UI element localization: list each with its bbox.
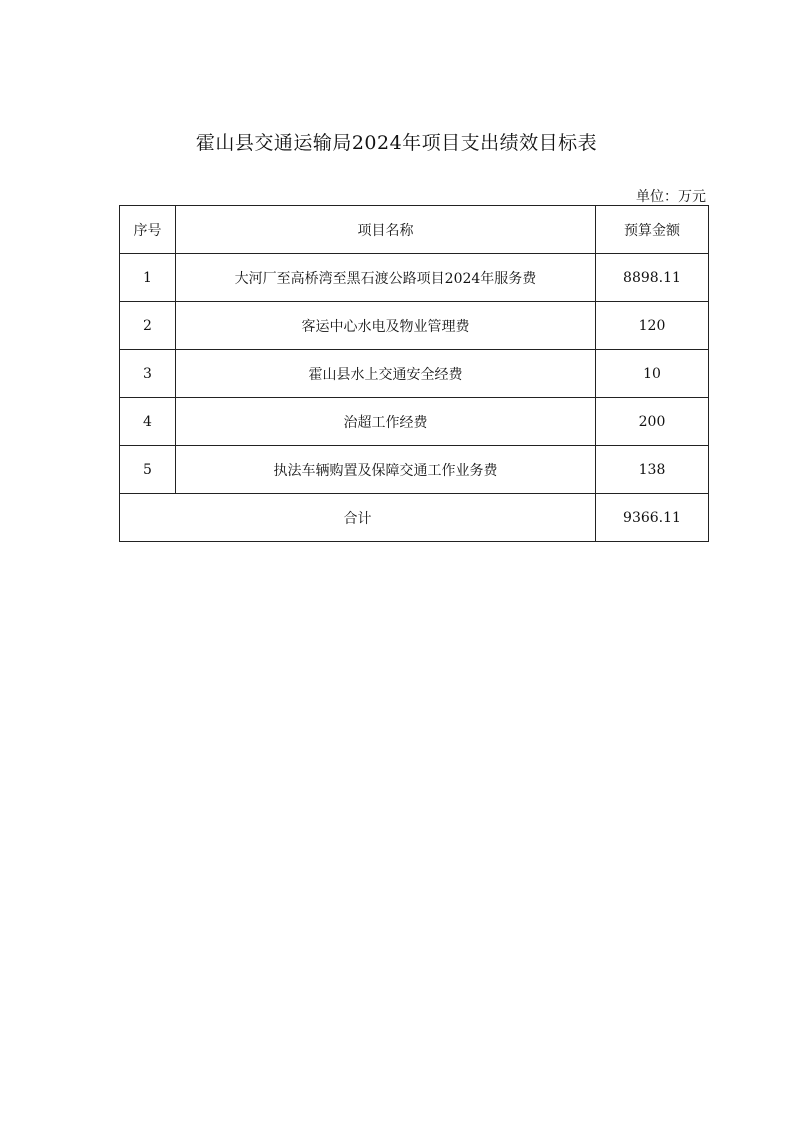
row-name: 霍山县水上交通安全经费: [176, 350, 596, 398]
row-name: 执法车辆购置及保障交通工作业务费: [176, 446, 596, 494]
total-amount: 9366.11: [596, 494, 709, 542]
row-amount: 200: [596, 398, 709, 446]
row-seq: 3: [120, 350, 176, 398]
document-title: 霍山县交通运输局2024年项目支出绩效目标表: [195, 132, 598, 154]
row-seq: 1: [120, 254, 176, 302]
row-seq: 2: [120, 302, 176, 350]
header-name: 项目名称: [176, 206, 596, 254]
row-name: 治超工作经费: [176, 398, 596, 446]
row-amount: 138: [596, 446, 709, 494]
header-amount: 预算金额: [596, 206, 709, 254]
header-seq: 序号: [120, 206, 176, 254]
row-amount: 120: [596, 302, 709, 350]
table-row: [120, 254, 709, 302]
row-name: 大河厂至高桥湾至黑石渡公路项目2024年服务费: [176, 254, 596, 302]
table-row: [120, 446, 709, 494]
row-seq: 5: [120, 446, 176, 494]
row-name: 客运中心水电及物业管理费: [176, 302, 596, 350]
table-row: [120, 398, 709, 446]
row-seq: 4: [120, 398, 176, 446]
total-label: 合计: [120, 494, 596, 542]
table-row: [120, 350, 709, 398]
table-header-row: [120, 206, 709, 254]
row-amount: 10: [596, 350, 709, 398]
table-row: [120, 302, 709, 350]
row-amount: 8898.11: [596, 254, 709, 302]
budget-table: [119, 205, 709, 542]
unit-label: 单位：万元: [636, 189, 706, 205]
table-total-row: [120, 494, 709, 542]
